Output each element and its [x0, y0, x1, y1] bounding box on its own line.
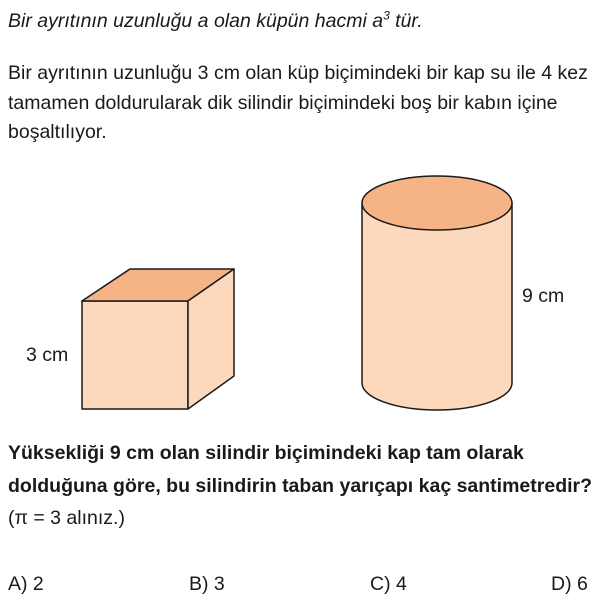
- intro-text-end: tür.: [389, 10, 423, 32]
- option-value: 6: [577, 573, 588, 595]
- option-letter: D): [551, 573, 572, 595]
- option-letter: A): [8, 573, 28, 595]
- option-a[interactable]: [8, 570, 44, 598]
- cylinder-illustration: [362, 176, 512, 410]
- question-text: [8, 437, 600, 535]
- intro-exponent: 3: [383, 8, 390, 23]
- option-c[interactable]: [370, 570, 407, 598]
- cylinder-height-label: 9 cm: [522, 285, 565, 307]
- option-b[interactable]: [189, 570, 225, 598]
- option-letter: B): [189, 573, 209, 595]
- option-d[interactable]: [551, 570, 588, 598]
- pi-note: (π = 3 alınız.): [8, 507, 125, 529]
- cylinder-top-opening: [362, 176, 512, 230]
- answer-options: [8, 570, 598, 598]
- intro-text: Bir ayrıtının uzunluğu a olan küpün hacmi a: [8, 10, 384, 32]
- question-main: Yüksekliği 9 cm olan silindir biçimindeki kap tam olarak dolduğuna göre, bu silindirin taban yarıçapı kaç santimetredir?: [8, 442, 593, 497]
- option-letter: C): [370, 573, 391, 595]
- option-value: 2: [32, 573, 44, 595]
- cube-illustration: [82, 269, 234, 409]
- problem-text: Bir ayrıtının uzunluğu 3 cm olan küp biçimindeki bir kap su ile 4 kez tamamen doldurularak dik silindir biçimindeki boş bir kabın içine boşaltılıyor.: [8, 62, 588, 143]
- cylinder-body: [362, 203, 512, 410]
- cube-edge-label: 3 cm: [26, 344, 69, 366]
- option-value: 4: [396, 573, 407, 595]
- cube-front-face: [82, 301, 188, 409]
- option-value: 3: [213, 573, 225, 595]
